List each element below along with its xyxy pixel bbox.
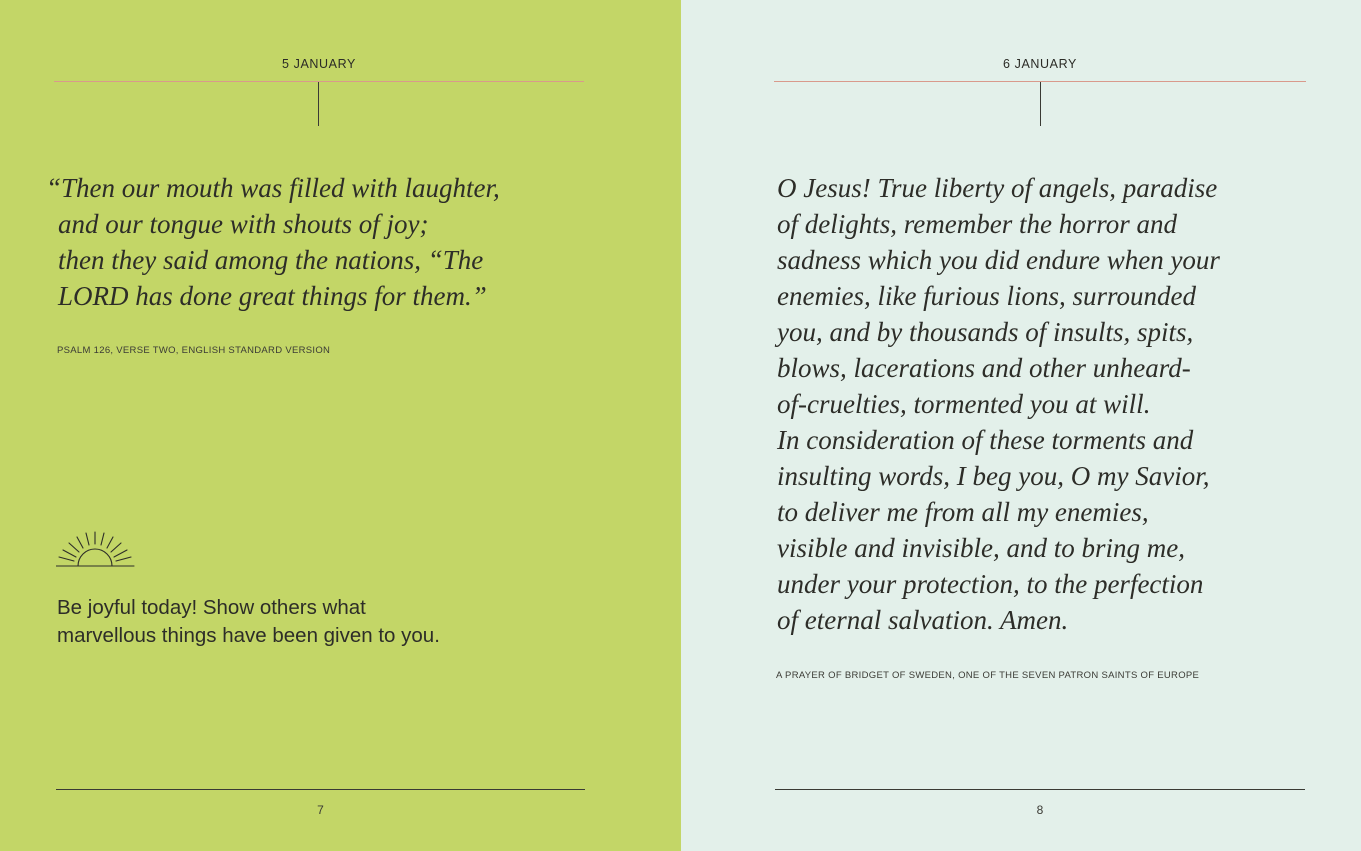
prayer-line: O Jesus! True liberty of angels, paradise: [777, 173, 1218, 203]
prayer-line: sadness which you did endure when your: [777, 245, 1220, 275]
page-date: 5 JANUARY: [282, 57, 356, 71]
prayer-line: of-cruelties, tormented you at will.: [777, 389, 1151, 419]
prayer-source: A PRAYER OF BRIDGET OF SWEDEN, ONE OF THE SEVEN PATRON SAINTS OF EUROPE: [776, 670, 1200, 681]
encouragement-line: marvellous things have been given to you.: [57, 624, 440, 647]
scripture-line: then they said among the nations, “The: [58, 245, 484, 275]
prayer-line: of delights, remember the horror and: [777, 209, 1177, 239]
scripture-line: LORD has done great things for them.”: [58, 281, 487, 311]
page-number: 7: [317, 803, 324, 817]
encouragement-line: Be joyful today! Show others what: [57, 596, 366, 619]
prayer-line: insulting words, I beg you, O my Savior,: [777, 461, 1210, 491]
prayer-line: under your protection, to the perfection: [777, 569, 1204, 599]
prayer-line: visible and invisible, and to bring me,: [777, 533, 1185, 563]
scripture-source: PSALM 126, VERSE TWO, ENGLISH STANDARD VERSION: [57, 345, 331, 356]
prayer-line: you, and by thousands of insults, spits,: [777, 317, 1194, 347]
header-tick-mark: [1040, 82, 1041, 126]
sunrise-icon: [56, 530, 136, 570]
prayer-line: blows, lacerations and other unheard-: [777, 353, 1191, 383]
scripture-quote: [46, 170, 500, 314]
prayer-line: of eternal salvation. Amen.: [777, 605, 1069, 635]
header-divider: [54, 81, 584, 82]
right-page: [681, 0, 1361, 851]
prayer-line: enemies, like furious lions, surrounded: [777, 281, 1196, 311]
scripture-line: “Then our mouth was filled with laughter,: [46, 173, 500, 203]
header-tick-mark: [318, 82, 319, 126]
page-number: 8: [1036, 803, 1044, 817]
footer-divider: [56, 789, 585, 790]
page-date: 6 JANUARY: [1003, 57, 1077, 71]
prayer-line: In consideration of these torments and: [777, 425, 1194, 455]
prayer-line: to deliver me from all my enemies,: [777, 497, 1149, 527]
scripture-line: and our tongue with shouts of joy;: [58, 209, 429, 239]
footer-divider: [775, 789, 1305, 790]
prayer-text: [777, 170, 1220, 638]
daily-encouragement: [57, 594, 440, 650]
